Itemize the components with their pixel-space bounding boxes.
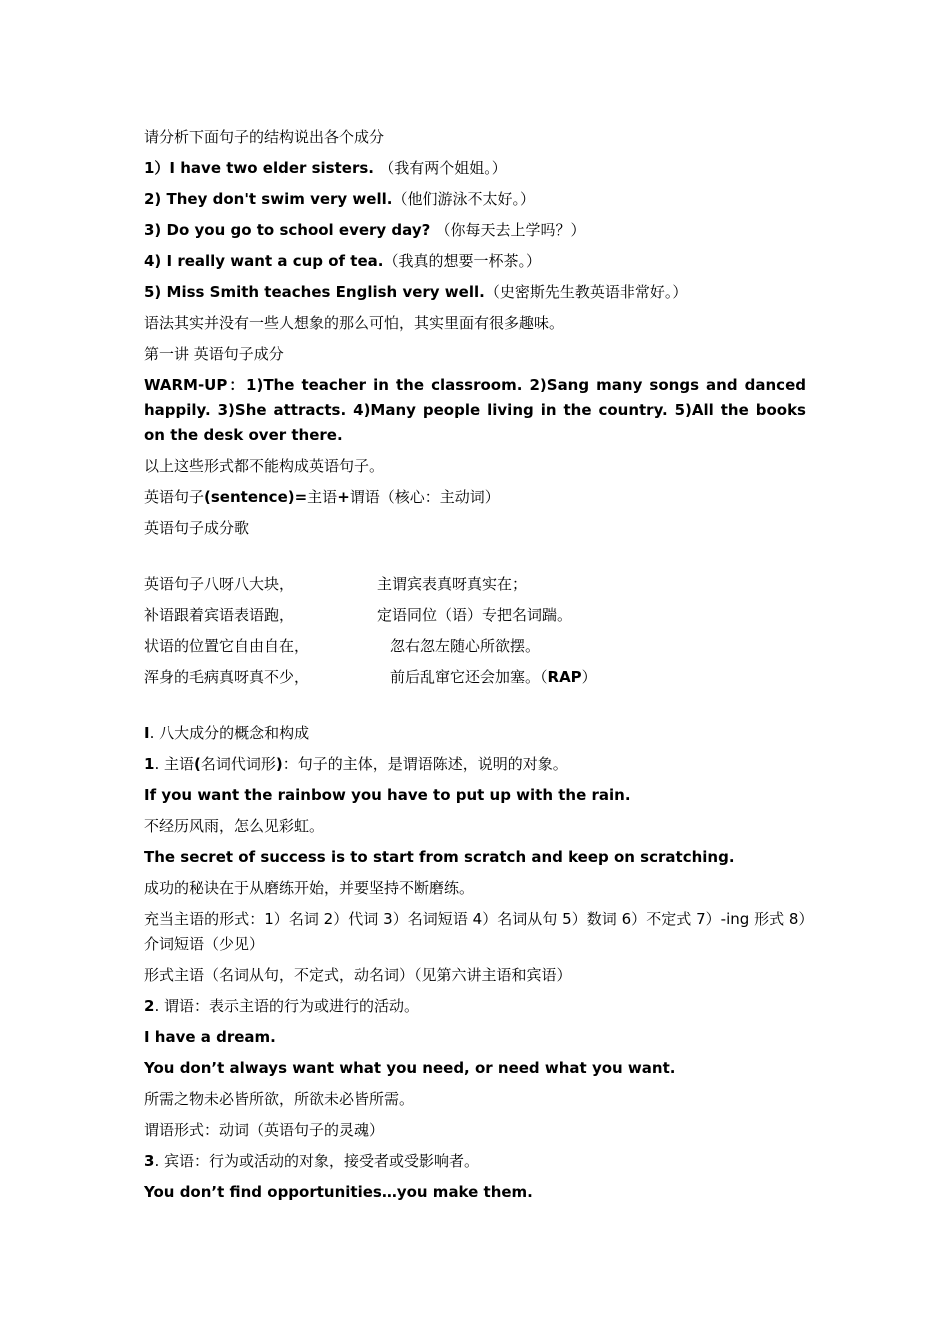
song-left: 浑身的毛病真呀真不少， [144, 668, 310, 686]
song-left: 补语跟着宾语表语跑， [144, 606, 295, 624]
predicate-heading [144, 991, 806, 1022]
song-title: 英语句子成分歌 [144, 519, 250, 537]
def-part: + [337, 488, 350, 506]
song-part: ） [581, 668, 597, 686]
question-4 [144, 246, 806, 277]
question-5-en: 5) Miss Smith teaches English very well. [144, 283, 485, 301]
question-3-en: 3) Do you go to school every day? [144, 221, 436, 239]
question-2 [144, 184, 806, 215]
subject-heading [144, 749, 806, 780]
song-row-2 [144, 600, 806, 631]
heading-part: 2 [144, 997, 155, 1015]
heading-part: . 主语 [154, 755, 194, 773]
blank-line [144, 693, 806, 718]
heading-part: . 宾语：行为或活动的对象，接受者或受影响者。 [154, 1152, 479, 1170]
example-sentence: If you want the rainbow you have to put up with the rain. [144, 786, 631, 804]
def-part: 英语句子 [144, 488, 205, 506]
example-translation: 不经历风雨，怎么见彩虹。 [144, 817, 325, 835]
song-row-1 [144, 569, 806, 600]
heading-part: 1 [144, 755, 155, 773]
example-sentence: You don’t always want what you need, or need what you want. [144, 1059, 676, 1077]
text-line: 请分析下面句子的结构说出各个成分 [144, 128, 385, 146]
text-line: 形式主语（名词从句，不定式，动名词）（见第六讲主语和宾语） [144, 966, 572, 984]
heading-part: ：句子的主体，是谓语陈述，说明的对象。 [282, 755, 568, 773]
song-left: 状语的位置它自由自在， [144, 637, 310, 655]
question-5-cn: （史密斯先生教英语非常好。） [484, 283, 688, 301]
text-line: 谓语形式：动词（英语句子的灵魂） [144, 1121, 385, 1139]
example-translation: 成功的秘诀在于从磨练开始，并要坚持不断磨练。 [144, 879, 475, 897]
question-1 [144, 153, 806, 184]
lecture-title: 第一讲 英语句子成分 [144, 345, 284, 363]
question-3-cn: （你每天去上学吗？） [435, 221, 586, 239]
heading-part: . 谓语：表示主语的行为或进行的活动。 [154, 997, 419, 1015]
question-1-cn: （我有两个姐姐。） [379, 159, 507, 177]
blank-line [144, 544, 806, 569]
text-line: 语法其实并没有一些人想象的那么可怕，其实里面有很多趣味。 [144, 314, 565, 332]
song-right: 忽右忽左随心所欲摆。 [390, 637, 541, 655]
forms-label: 充当主语的形式： [144, 910, 265, 928]
song-right: 主谓宾表真呀真实在； [377, 575, 528, 593]
heading-part: ) [275, 755, 283, 773]
example-translation: 所需之物未必皆所欲，所欲未必皆所需。 [144, 1090, 415, 1108]
text-line: 以上这些形式都不能构成英语句子。 [144, 457, 385, 475]
example-sentence: The secret of success is to start from scratch and keep on scratching. [144, 848, 735, 866]
question-2-cn: （他们游泳不太好。） [392, 190, 535, 208]
heading-part: I [144, 724, 150, 742]
def-part: 谓语（核心：主动词） [349, 488, 500, 506]
subject-forms [144, 907, 806, 957]
heading-part: . 八大成分的概念和构成 [149, 724, 310, 742]
song-part: RAP [547, 668, 582, 686]
song-right [390, 662, 597, 693]
object-heading [144, 1146, 806, 1177]
song-row-4 [144, 662, 806, 693]
song-row-3 [144, 631, 806, 662]
example-sentence: You don’t find opportunities…you make them. [144, 1183, 533, 1201]
warm-up-paragraph: WARM-UP：1)The teacher in the classroom. 2)Sang many songs and danced happily. 3)She attracts. 4)Many people living in the country. 5)All the books on the desk over there. [144, 376, 806, 444]
question-3 [144, 215, 806, 246]
def-part: 主语 [307, 488, 338, 506]
section-heading [144, 718, 806, 749]
song-right: 定语同位（语）专把名词踹。 [377, 606, 573, 624]
heading-part: ( [193, 755, 201, 773]
def-part: (sentence)= [204, 488, 308, 506]
document-page [144, 122, 806, 1208]
question-5 [144, 277, 806, 308]
song-part: 前后乱窜它还会加塞。（ [390, 668, 548, 686]
question-4-en: 4) I really want a cup of tea. [144, 252, 384, 270]
question-1-en: 1）I have two elder sisters. [144, 159, 380, 177]
song-left: 英语句子八呀八大块， [144, 575, 295, 593]
forms-list: 1）名词 2）代词 3）名词短语 4）名词从句 5）数词 6）不定式 7）-ing 形式 8）介词短语（少见） [144, 910, 806, 953]
question-4-cn: （我真的想要一杯茶。） [383, 252, 541, 270]
heading-part: 名词代词形 [200, 755, 276, 773]
example-sentence: I have a dream. [144, 1028, 276, 1046]
heading-part: 3 [144, 1152, 155, 1170]
sentence-definition [144, 482, 806, 513]
question-2-en: 2) They don't swim very well. [144, 190, 393, 208]
